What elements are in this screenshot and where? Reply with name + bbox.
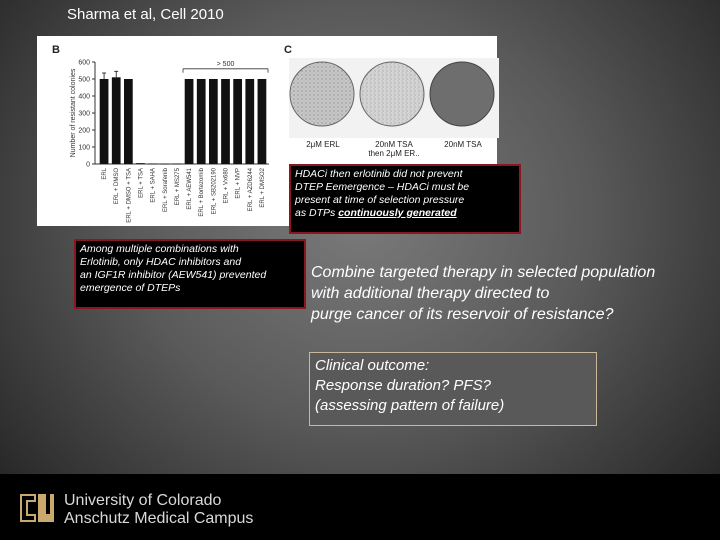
citation-text: Sharma et al, Cell 2010 (67, 6, 224, 23)
panel-b-letter: B (52, 44, 60, 56)
clinical-outcome-line1: Clinical outcome: (315, 357, 430, 374)
annotation-label: > 500 (216, 60, 235, 68)
hdaci-callout-line4 (295, 207, 515, 220)
plate-2-label-line1: 20nM TSA (375, 140, 413, 149)
therapy-question-line3: purge cancer of its reservoir of resistance? (311, 306, 614, 323)
hdaci-callout-line2: DTEP Eemergence – HDACi must be (295, 181, 470, 193)
bar (209, 79, 218, 164)
petri-dish-images (289, 58, 499, 138)
x-tick-label: ERL + TSA (138, 168, 145, 198)
panel-c-letter: C (284, 44, 292, 56)
plate-2-label-line2: then 2μM ER.. (368, 149, 420, 158)
plate-2-label (359, 140, 429, 158)
plate-2 (360, 62, 424, 126)
y-tick-label: 100 (78, 144, 90, 152)
bar (100, 79, 109, 164)
footer-bar (0, 474, 720, 540)
university-name-line2: Anschutz Medical Campus (64, 510, 254, 527)
bar (124, 79, 133, 164)
clinical-outcome-box (309, 352, 597, 426)
combinations-callout-line1: Among multiple combinations with (80, 243, 239, 255)
bar (233, 79, 242, 164)
x-tick-label: ERL + Bortezomib (199, 168, 206, 217)
plate-3-label (431, 140, 495, 149)
y-tick-label: 500 (78, 76, 90, 84)
x-tick-label: ERL + SAHA (150, 168, 157, 203)
x-tick-label: ERL (102, 168, 109, 180)
therapy-question-line2: with additional therapy directed to (311, 285, 550, 302)
y-axis-label: Number of resistant colonies (70, 68, 77, 158)
y-tick-label: 0 (86, 161, 90, 169)
university-name (64, 492, 253, 528)
clinical-outcome-line3: (assessing pattern of failure) (315, 397, 505, 414)
bar (148, 163, 157, 164)
clinical-outcome-line2: Response duration? PFS? (315, 377, 491, 394)
y-tick-label: 200 (78, 127, 90, 135)
bar (160, 164, 169, 165)
bar (112, 77, 121, 164)
combinations-callout-line3: an IGF1R inhibitor (AEW541) prevented (80, 269, 267, 281)
x-tick-label: ERL + DMSO + TSA (126, 168, 133, 223)
x-tick-label: ERL + AEW541 (187, 168, 194, 210)
hdaci-callout-line1: HDACi then erlotinib did not prevent (295, 168, 463, 180)
x-tick-label: ERL + AZD6244 (247, 168, 254, 212)
y-tick-label: 300 (78, 110, 90, 118)
combinations-callout-box (74, 239, 306, 309)
university-name-line1: University of Colorado (64, 492, 222, 509)
plate-1-label (291, 140, 355, 149)
x-tick-label: ERL + NVP (235, 168, 242, 199)
plate-3-label-line1: 20nM TSA (444, 140, 482, 149)
hdaci-callout-box (289, 164, 521, 234)
plate-1 (290, 62, 354, 126)
therapy-question-text (311, 262, 711, 325)
cu-logo-icon (16, 488, 56, 528)
bar (173, 163, 182, 164)
x-tick-label: ERL + SB202190 (211, 168, 218, 215)
x-tick-label: ERL + Sorafenib (162, 168, 169, 212)
bar-chart (37, 36, 277, 226)
x-tick-label: ERL + DMSO2 (259, 168, 266, 208)
plate-1-label-line1: 2μM ERL (306, 140, 340, 149)
combinations-callout-line4: emergence of DTEPs (80, 282, 181, 294)
y-tick-label: 400 (78, 93, 90, 101)
hdaci-callout-line3: present at time of selection pressure (295, 194, 465, 206)
x-tick-label: ERL + DMSO (114, 168, 121, 205)
bar (197, 79, 206, 164)
bar (245, 79, 254, 164)
hdaci-callout-line4-emphasis: continuously generated (338, 207, 457, 219)
x-tick-label: ERL + Vx680 (223, 168, 230, 204)
y-tick-label: 600 (78, 59, 90, 67)
bar (221, 79, 230, 164)
x-tick-label: ERL + MS275 (174, 168, 181, 206)
therapy-question-line1: Combine targeted therapy in selected population (311, 264, 656, 281)
bar (258, 79, 267, 164)
hdaci-callout-line4-prefix: as DTPs (295, 207, 339, 219)
plate-3 (430, 62, 494, 126)
bar (136, 163, 145, 164)
combinations-callout-line2: Erlotinib, only HDAC inhibitors and (80, 256, 242, 268)
bar (185, 79, 194, 164)
